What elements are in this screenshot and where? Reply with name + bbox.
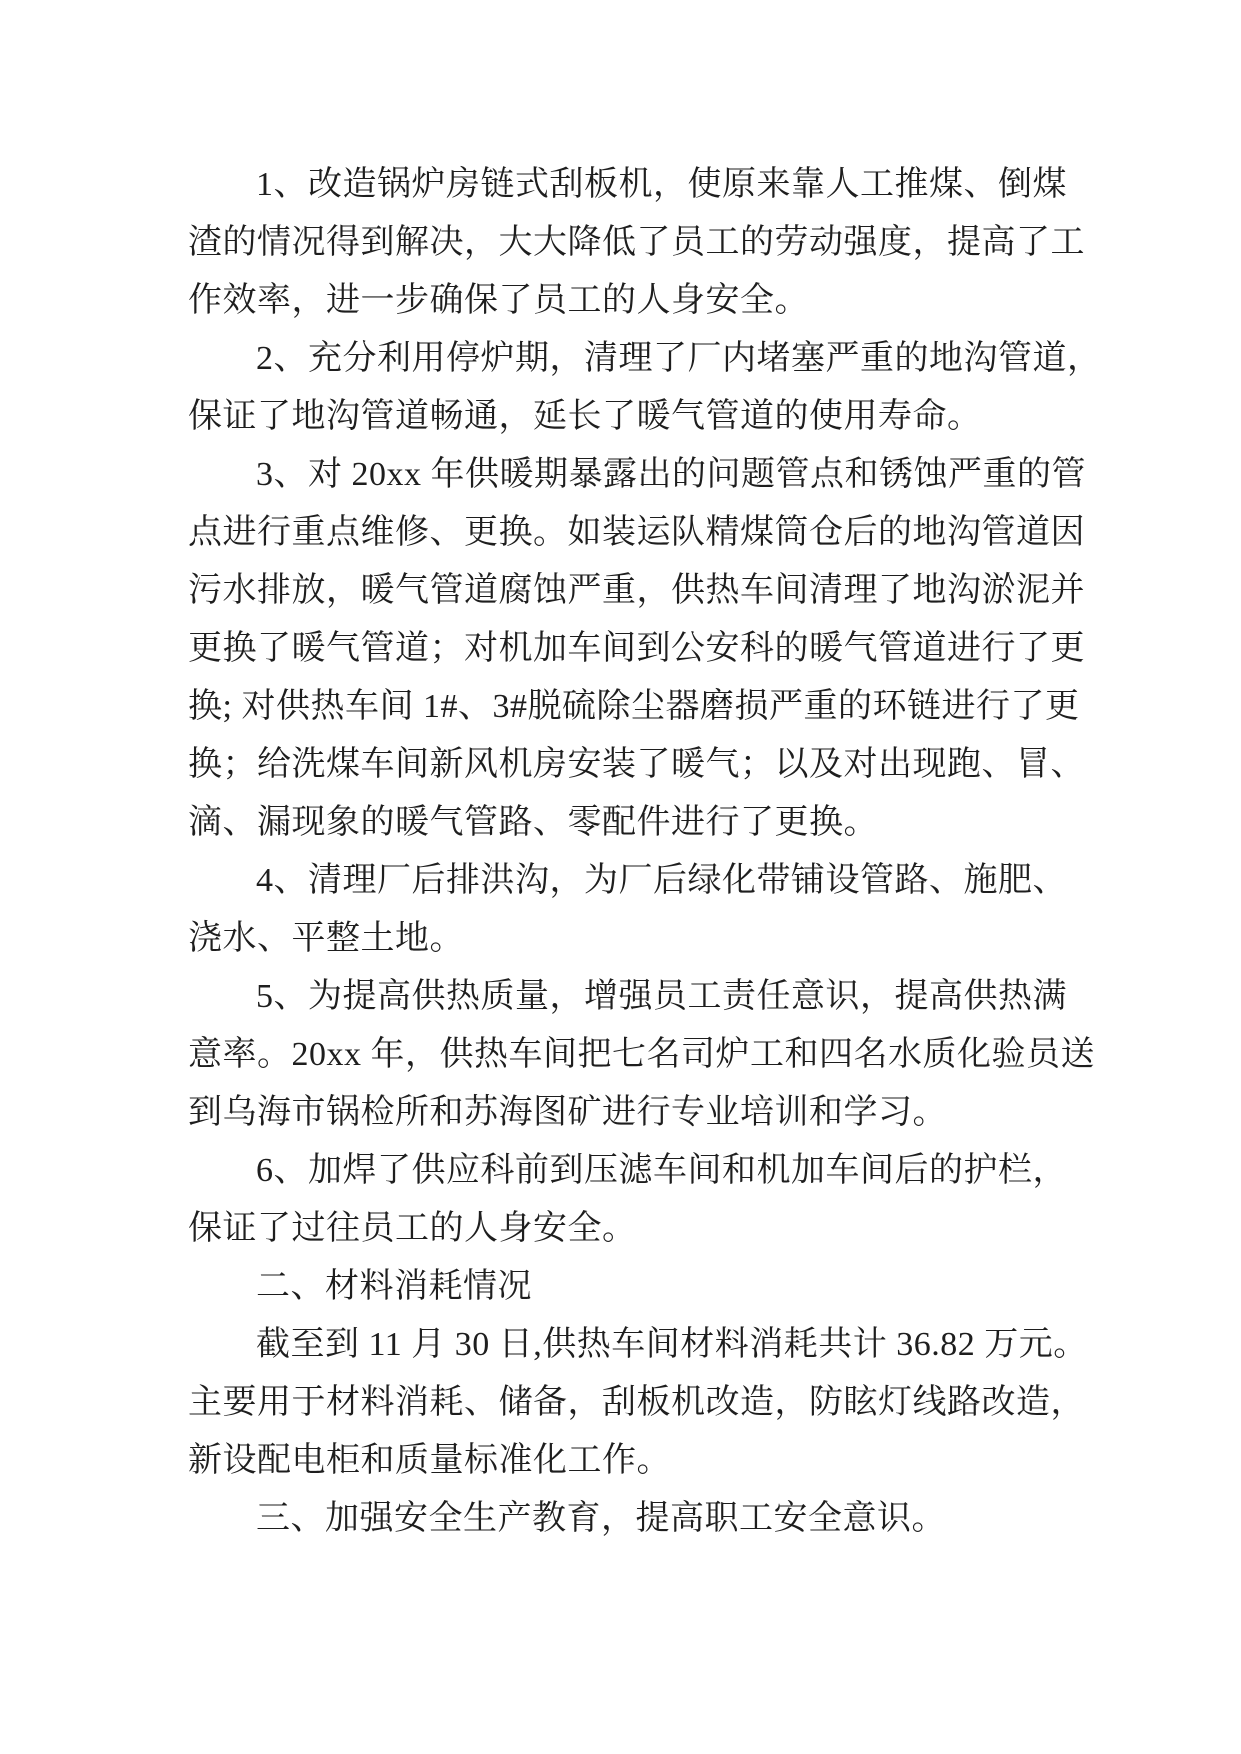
text-line: 作效率，进一步确保了员工的人身安全。 [188,282,809,319]
text-line: 滴、漏现象的暖气管路、零配件进行了更换。 [188,804,878,841]
text-line: 换; 对供热车间 1#、3#脱硫除尘器磨损严重的环链进行了更 [188,688,1080,725]
text-line: 二、材料消耗情况 [256,1268,532,1305]
paragraph [188,968,1095,1142]
text-line: 5、为提高供热质量，增强员工责任意识，提高供热满 [256,978,1067,1015]
paragraph [188,1258,1061,1316]
paragraph [188,1142,1067,1258]
text-line: 1、改造锅炉房链式刮板机，使原来靠人工推煤、倒煤 [256,166,1067,203]
text-line: 换；给洗煤车间新风机房安装了暖气；以及对出现跑、冒、 [188,746,1085,783]
text-line: 保证了地沟管道畅通，延长了暖气管道的使用寿命。 [188,398,982,435]
text-line: 更换了暖气管道；对机加车间到公安科的暖气管道进行了更 [188,630,1085,667]
text-line: 2、充分利用停炉期，清理了厂内堵塞严重的地沟管道， [256,340,1102,377]
paragraph [188,156,1085,330]
paragraph [188,1490,1061,1548]
text-line: 点进行重点维修、更换。如装运队精煤筒仓后的地沟管道因 [188,514,1085,551]
text-line: 浇水、平整土地。 [188,920,464,957]
paragraph [188,330,1102,446]
document-content [188,156,1102,1548]
text-line: 三、加强安全生产教育，提高职工安全意识。 [256,1500,946,1537]
text-line: 6、加焊了供应科前到压滤车间和机加车间后的护栏， [256,1152,1067,1189]
text-line: 4、清理厂后排洪沟，为厂后绿化带铺设管路、施肥、 [256,862,1067,899]
paragraph [188,446,1086,852]
text-line: 新设配电柜和质量标准化工作。 [188,1442,671,1479]
text-line: 意率。20xx 年，供热车间把七名司炉工和四名水质化验员送 [188,1036,1095,1073]
text-line: 污水排放，暖气管道腐蚀严重，供热车间清理了地沟淤泥并 [188,572,1085,609]
text-line: 主要用于材料消耗、储备，刮板机改造，防眩灯线路改造， [188,1384,1085,1421]
text-line: 3、对 20xx 年供暖期暴露出的问题管点和锈蚀严重的管 [256,456,1086,493]
text-line: 截至到 11 月 30 日,供热车间材料消耗共计 36.82 万元。 [256,1326,1088,1363]
text-line: 渣的情况得到解决，大大降低了员工的劳动强度，提高了工 [188,224,1085,261]
text-line: 到乌海市锅检所和苏海图矿进行专业培训和学习。 [188,1094,947,1131]
paragraph [188,852,1067,968]
paragraph [188,1316,1088,1490]
text-line: 保证了过往员工的人身安全。 [188,1210,637,1247]
